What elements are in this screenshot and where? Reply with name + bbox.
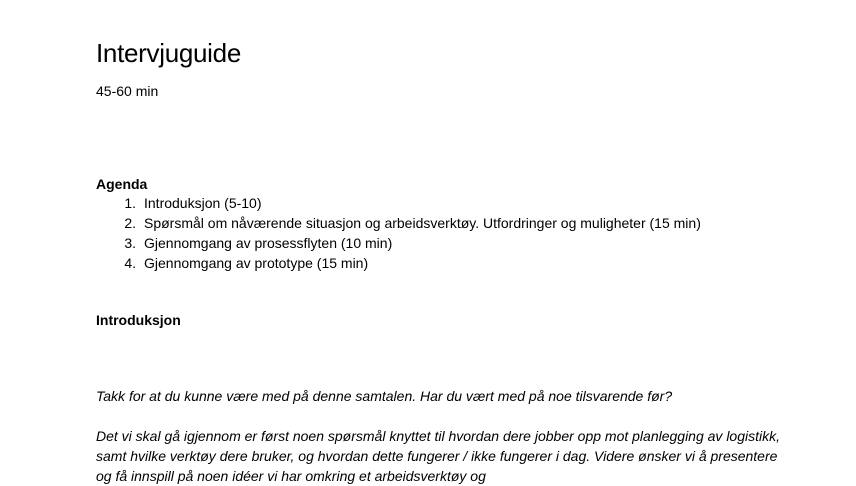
document-title: Intervjuguide [96,38,241,68]
agenda-item-number: 1. [124,195,136,211]
agenda-item-number: 4. [124,255,136,271]
duration-text: 45-60 min [96,83,159,99]
agenda-heading: Agenda [96,176,148,192]
introduction-paragraph: Det vi skal gå igjennom er først noen spørsmål knyttet til hvordan dere jobber opp mot planlegging av logistikk, samt hvilke verktøy dere bruker, og hvordan dette fungerer / ikke fungerer i dag. Videre ønsker vi å presentere og få innspill på noen idéer vi har omkring et arbeidsverktøy og [96,428,781,484]
agenda-item-number: 2. [124,215,136,231]
introduction-paragraph: Takk for at du kunne være med på denne samtalen. Har du vært med på noe tilsvarende før? [96,388,673,404]
agenda-item-text: Spørsmål om nåværende situasjon og arbeidsverktøy. Utfordringer og muligheter (15 min) [144,215,701,231]
agenda-item-text: Introduksjon (5-10) [144,195,262,211]
agenda-item-number: 3. [124,235,136,251]
agenda-item-text: Gjennomgang av prosessflyten (10 min) [144,235,393,251]
introduction-heading: Introduksjon [96,312,181,328]
agenda-item-text: Gjennomgang av prototype (15 min) [144,255,369,271]
